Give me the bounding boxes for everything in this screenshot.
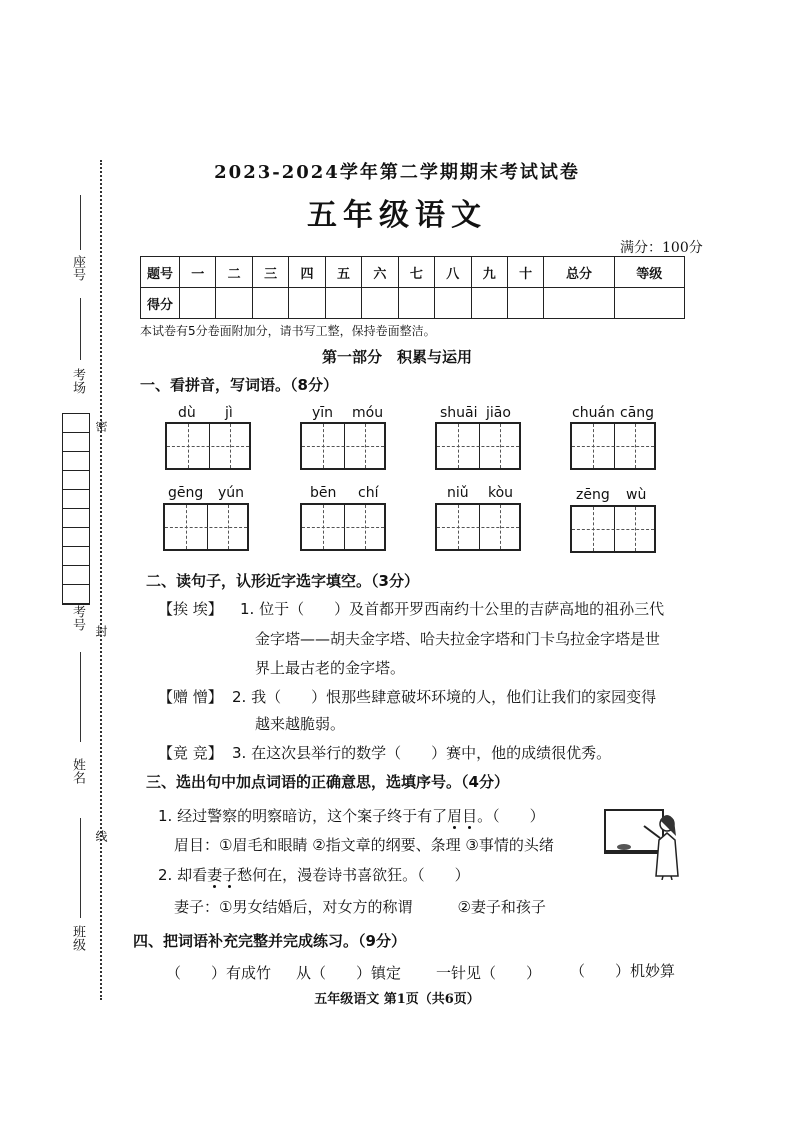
sentence-line: 金字塔——胡夫金字塔、哈夫拉金字塔和门卡乌拉金字塔是世 [255,630,661,648]
seal-feng: 封 [94,625,108,637]
table-cell: 一 [180,257,216,288]
writing-grid[interactable] [165,422,251,470]
score-header-row [141,257,685,288]
pinyin: jiāo [486,405,511,421]
table-cell: 十 [507,257,543,288]
table-cell: 五 [325,257,361,288]
q3-heading: 三、选出句中加点词语的正确意思，选填序号。（4分） [146,773,509,791]
q3-options-2: 妻子：①男女结婚后，对女方的称谓 ②妻子和孩子 [174,898,546,916]
dotted-char: 妻 [207,866,223,884]
exam-title: 2023-2024学年第二学期期末考试试卷 [214,162,580,183]
full-score: 满分：100分 [620,240,703,256]
idiom-blank: 一针见（ ） [436,964,542,982]
table-cell: 八 [435,257,471,288]
table-cell: 得分 [141,288,180,319]
dotted-char: 子 [222,866,238,884]
score-value-row [141,288,685,319]
page-footer: 五年级语文 第1页（共6页） [314,992,480,1007]
q3-sentence-2 [158,864,470,885]
pinyin: bēn [310,485,337,501]
room-label: 考场 [70,368,85,394]
neatness-note: 本试卷有5分卷面附加分，请书写工整，保持卷面整洁。 [140,324,436,338]
pinyin: dù [178,405,196,421]
idiom-blank: （ ）机妙算 [570,962,676,980]
score-cell[interactable] [471,288,507,319]
pinyin: wù [626,487,647,503]
table-cell: 题号 [141,257,180,288]
char-pair: 【赠 憎】 [158,688,223,706]
class-label: 班级 [70,925,85,951]
pinyin: gēng [168,485,204,501]
part-one-title: 第一部分 积累与运用 [321,348,472,366]
q4-heading: 四、把词语补充完整并完成练习。（9分） [133,932,406,950]
sentence-text: 愁何在，漫卷诗书喜欲狂。（ ） [237,866,470,884]
sentence-line: 越来越脆弱。 [255,715,346,733]
score-cell[interactable] [216,288,252,319]
writing-grid[interactable] [570,505,656,553]
q2-heading: 二、读句子，认形近字选字填空。（3分） [146,572,419,590]
q3-sentence-1 [158,805,545,826]
idiom-blank: （ ）有成竹 [166,964,272,982]
pinyin: jì [225,405,233,421]
dotted-char: 眉 [447,807,463,825]
table-cell: 等级 [614,257,684,288]
score-cell[interactable] [325,288,361,319]
score-cell[interactable] [435,288,471,319]
seal-mi: 密 [94,420,108,432]
teacher-illustration [604,806,686,880]
score-cell[interactable] [614,288,684,319]
sentence-line: 1. 位于（ ）及首都开罗西南约十公里的吉萨高地的祖孙三代 [240,600,665,618]
table-cell: 七 [398,257,434,288]
pinyin: chí [358,485,379,501]
sentence-line: 界上最古老的金字塔。 [255,659,406,677]
score-cell[interactable] [362,288,398,319]
subject-title: 五年级语文 [307,198,487,233]
dotted-char: 目 [462,807,478,825]
table-cell: 六 [362,257,398,288]
idiom-blank: 从（ ）镇定 [296,964,402,982]
sentence-text: 2. 却看 [158,866,208,884]
score-cell[interactable] [398,288,434,319]
writing-grid[interactable] [570,422,656,470]
sentence-text: 。（ ） [477,807,545,825]
q3-options-1: 眉目：①眉毛和眼睛 ②指文章的纲要、条理 ③事情的头绪 [174,836,554,854]
pinyin: niǔ [447,485,469,501]
table-cell: 三 [252,257,288,288]
writing-grid[interactable] [435,503,521,551]
score-cell[interactable] [289,288,325,319]
char-pair: 【竟 竞】 [158,744,223,762]
sentence-text: 1. 经过警察的明察暗访，这个案子终于有了 [158,807,448,825]
pinyin: yīn [312,405,334,421]
sentence-line: 2. 我（ ）恨那些肆意破坏环境的人，他们让我们的家园变得 [232,688,657,706]
score-cell[interactable] [544,288,614,319]
pinyin: kòu [488,485,514,501]
pinyin: móu [352,405,384,421]
writing-grid[interactable] [435,422,521,470]
writing-grid[interactable] [300,503,386,551]
table-cell: 二 [216,257,252,288]
name-write-line [80,652,81,742]
sentence-line: 3. 在这次县举行的数学（ ）赛中，他的成绩很优秀。 [232,744,612,762]
score-cell[interactable] [507,288,543,319]
pinyin: shuāi [440,405,478,421]
pinyin: yún [218,485,245,501]
binding-dotted-line [100,160,102,1000]
writing-grid[interactable] [300,422,386,470]
exam-number-boxes [62,413,90,605]
name-label: 姓名 [70,758,85,784]
exam-no-label: 考号 [70,605,85,631]
seat-label: 座号 [70,255,85,281]
pinyin: chuán [572,405,615,421]
table-cell: 九 [471,257,507,288]
pinyin: cāng [620,405,655,421]
seal-xian: 线 [94,830,108,842]
class-write-line [80,818,81,918]
char-pair: 【挨 埃】 [158,600,223,618]
q1-heading: 一、看拼音，写词语。（8分） [140,376,338,394]
score-table [140,256,685,319]
table-cell: 总分 [544,257,614,288]
pinyin: zēng [576,487,610,503]
score-cell[interactable] [252,288,288,319]
writing-grid[interactable] [163,503,249,551]
table-cell: 四 [289,257,325,288]
score-cell[interactable] [180,288,216,319]
